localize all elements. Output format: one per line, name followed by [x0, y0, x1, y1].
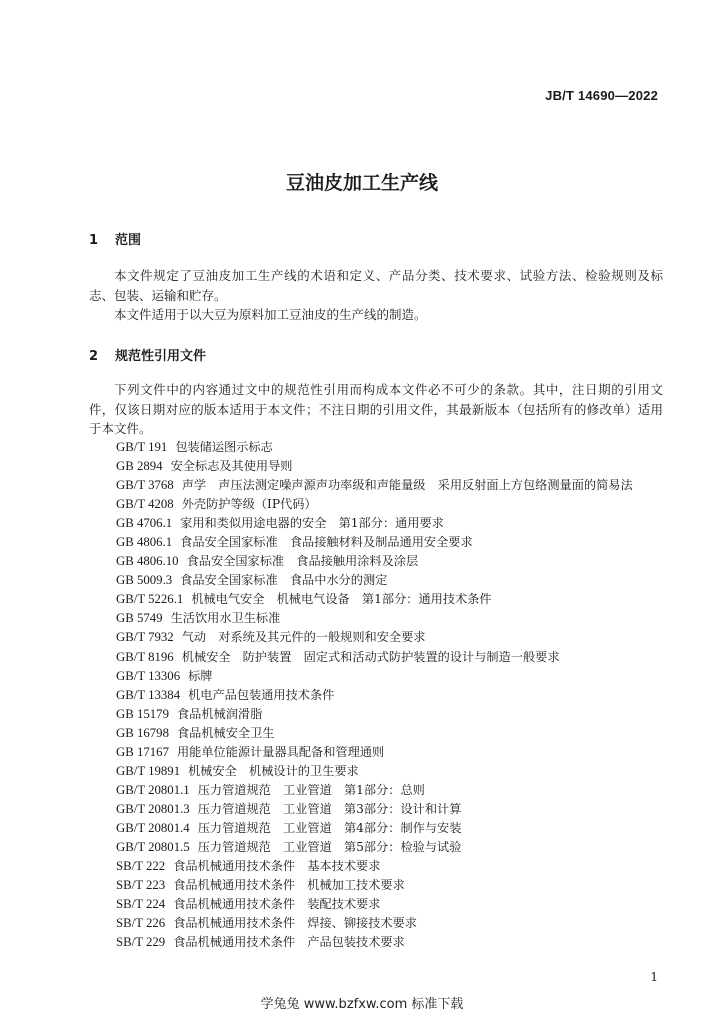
reference-item [116, 533, 633, 552]
reference-title: 压力管道规范 工业管道 第1部分：总则 [197, 782, 425, 797]
scope-paragraph-1: 本文件规定了豆油皮加工生产线的术语和定义、产品分类、技术要求、试验方法、检验规则及标志、包装、运输和贮存。 [89, 268, 663, 303]
reference-code: GB/T 4208 [116, 497, 174, 512]
reference-code: GB 16798 [116, 725, 169, 740]
reference-item [116, 438, 633, 457]
reference-title: 机电产品包装通用技术条件 [188, 687, 335, 702]
reference-title: 压力管道规范 工业管道 第5部分：检验与试验 [197, 839, 462, 854]
reference-item [116, 838, 633, 857]
reference-code: GB/T 8196 [116, 649, 174, 664]
reference-item [116, 781, 633, 800]
reference-item [116, 590, 633, 609]
section-title: 规范性引用文件 [115, 349, 207, 364]
page-number: 1 [650, 970, 658, 984]
reference-code: GB 5749 [116, 611, 163, 626]
reference-code: GB 2894 [116, 459, 163, 474]
reference-item [116, 628, 633, 647]
reference-code: GB 5009.3 [116, 573, 173, 588]
reference-code: GB 17167 [116, 744, 169, 759]
reference-item [116, 895, 633, 914]
section-2-heading [89, 345, 206, 364]
reference-item [116, 609, 633, 628]
reference-item [116, 495, 633, 514]
reference-item [116, 686, 633, 705]
reference-item [116, 914, 633, 933]
reference-title: 食品机械安全卫生 [176, 725, 275, 740]
reference-code: GB/T 5226.1 [116, 592, 184, 607]
reference-code: GB/T 13384 [116, 687, 181, 702]
reference-title: 用能单位能源计量器具配备和管理通则 [176, 744, 385, 759]
reference-code: GB 4706.1 [116, 516, 173, 531]
normative-references-intro: 下列文件中的内容通过文中的规范性引用而构成本文件必不可少的条款。其中，注日期的引用文件，仅该日期对应的版本适用于本文件；不注日期的引用文件，其最新版本（包括所有的修改单）适用于本文件。 [89, 382, 663, 436]
reference-code: SB/T 223 [116, 878, 166, 893]
reference-code: GB 15179 [116, 706, 169, 721]
reference-code: GB 4806.1 [116, 535, 173, 550]
reference-code: GB 4806.10 [116, 554, 179, 569]
reference-code: GB/T 20801.3 [116, 801, 190, 816]
reference-code: SB/T 224 [116, 897, 166, 912]
reference-title: 家用和类似用途电器的安全 第1部分：通用要求 [180, 516, 444, 531]
section-1-heading [89, 229, 141, 248]
reference-code: GB/T 19891 [116, 763, 181, 778]
reference-title: 食品安全国家标准 食品中水分的测定 [180, 573, 388, 588]
reference-code: GB/T 191 [116, 440, 168, 454]
standard-code: JB/T 14690—2022 [545, 88, 658, 103]
reference-title: 安全标志及其使用导则 [170, 459, 293, 474]
reference-item [116, 800, 633, 819]
reference-title: 机械安全 防护装置 固定式和活动式防护装置的设计与制造一般要求 [181, 649, 560, 664]
reference-item [116, 705, 633, 724]
reference-code: GB/T 20801.1 [116, 782, 190, 797]
reference-item [116, 476, 633, 495]
reference-title: 食品机械通用技术条件 基本技术要求 [173, 859, 381, 874]
reference-code: GB/T 20801.5 [116, 839, 190, 854]
section-title: 范围 [115, 233, 142, 248]
reference-title: 外壳防护等级（IP代码） [181, 497, 317, 512]
reference-code: GB/T 13306 [116, 668, 181, 683]
reference-item [116, 743, 633, 762]
reference-title: 声学 声压法测定噪声源声功率级和声能量级 采用反射面上方包络测量面的简易法 [181, 478, 633, 493]
reference-code: SB/T 222 [116, 859, 166, 874]
reference-title: 食品机械通用技术条件 产品包装技术要求 [173, 935, 405, 950]
reference-title: 机械电气安全 机械电气设备 第1部分：通用技术条件 [191, 592, 492, 607]
reference-item [116, 552, 633, 571]
reference-item [116, 876, 633, 895]
reference-title: 食品安全国家标准 食品接触材料及制品通用安全要求 [180, 535, 473, 550]
reference-item [116, 819, 633, 838]
reference-title: 包装储运图示标志 [175, 440, 273, 454]
reference-title: 食品机械通用技术条件 焊接、铆接技术要求 [173, 916, 417, 931]
reference-item [116, 514, 633, 533]
reference-item [116, 571, 633, 590]
reference-title: 食品机械通用技术条件 装配技术要求 [173, 897, 381, 912]
reference-title: 食品机械通用技术条件 机械加工技术要求 [173, 878, 405, 893]
section-number: 2 [89, 349, 99, 364]
reference-item [116, 857, 633, 876]
watermark-text: 学兔兔 www.bzfxw.com 标准下载 [260, 997, 464, 1012]
section-number: 1 [89, 233, 99, 248]
reference-code: SB/T 226 [116, 916, 166, 931]
reference-item [116, 457, 633, 476]
reference-title: 压力管道规范 工业管道 第3部分：设计和计算 [197, 801, 462, 816]
scope-paragraph-2: 本文件适用于以大豆为原料加工豆油皮的生产线的制造。 [114, 307, 427, 322]
reference-title: 食品安全国家标准 食品接触用涂料及涂层 [186, 554, 419, 569]
reference-list [116, 438, 633, 952]
reference-title: 标牌 [188, 668, 213, 683]
reference-code: GB/T 20801.4 [116, 820, 190, 835]
reference-item [116, 762, 633, 781]
reference-item [116, 648, 633, 667]
reference-item [116, 667, 633, 686]
reference-item [116, 724, 633, 743]
reference-title: 压力管道规范 工业管道 第4部分：制作与安装 [197, 820, 462, 835]
reference-code: SB/T 229 [116, 935, 166, 950]
reference-item [116, 933, 633, 952]
reference-title: 生活饮用水卫生标准 [170, 611, 281, 626]
reference-code: GB/T 7932 [116, 630, 174, 645]
reference-title: 气动 对系统及其元件的一般规则和安全要求 [181, 630, 426, 645]
reference-title: 机械安全 机械设计的卫生要求 [188, 763, 359, 778]
reference-code: GB/T 3768 [116, 478, 174, 493]
reference-title: 食品机械润滑脂 [176, 706, 263, 721]
document-title: 豆油皮加工生产线 [285, 172, 438, 194]
